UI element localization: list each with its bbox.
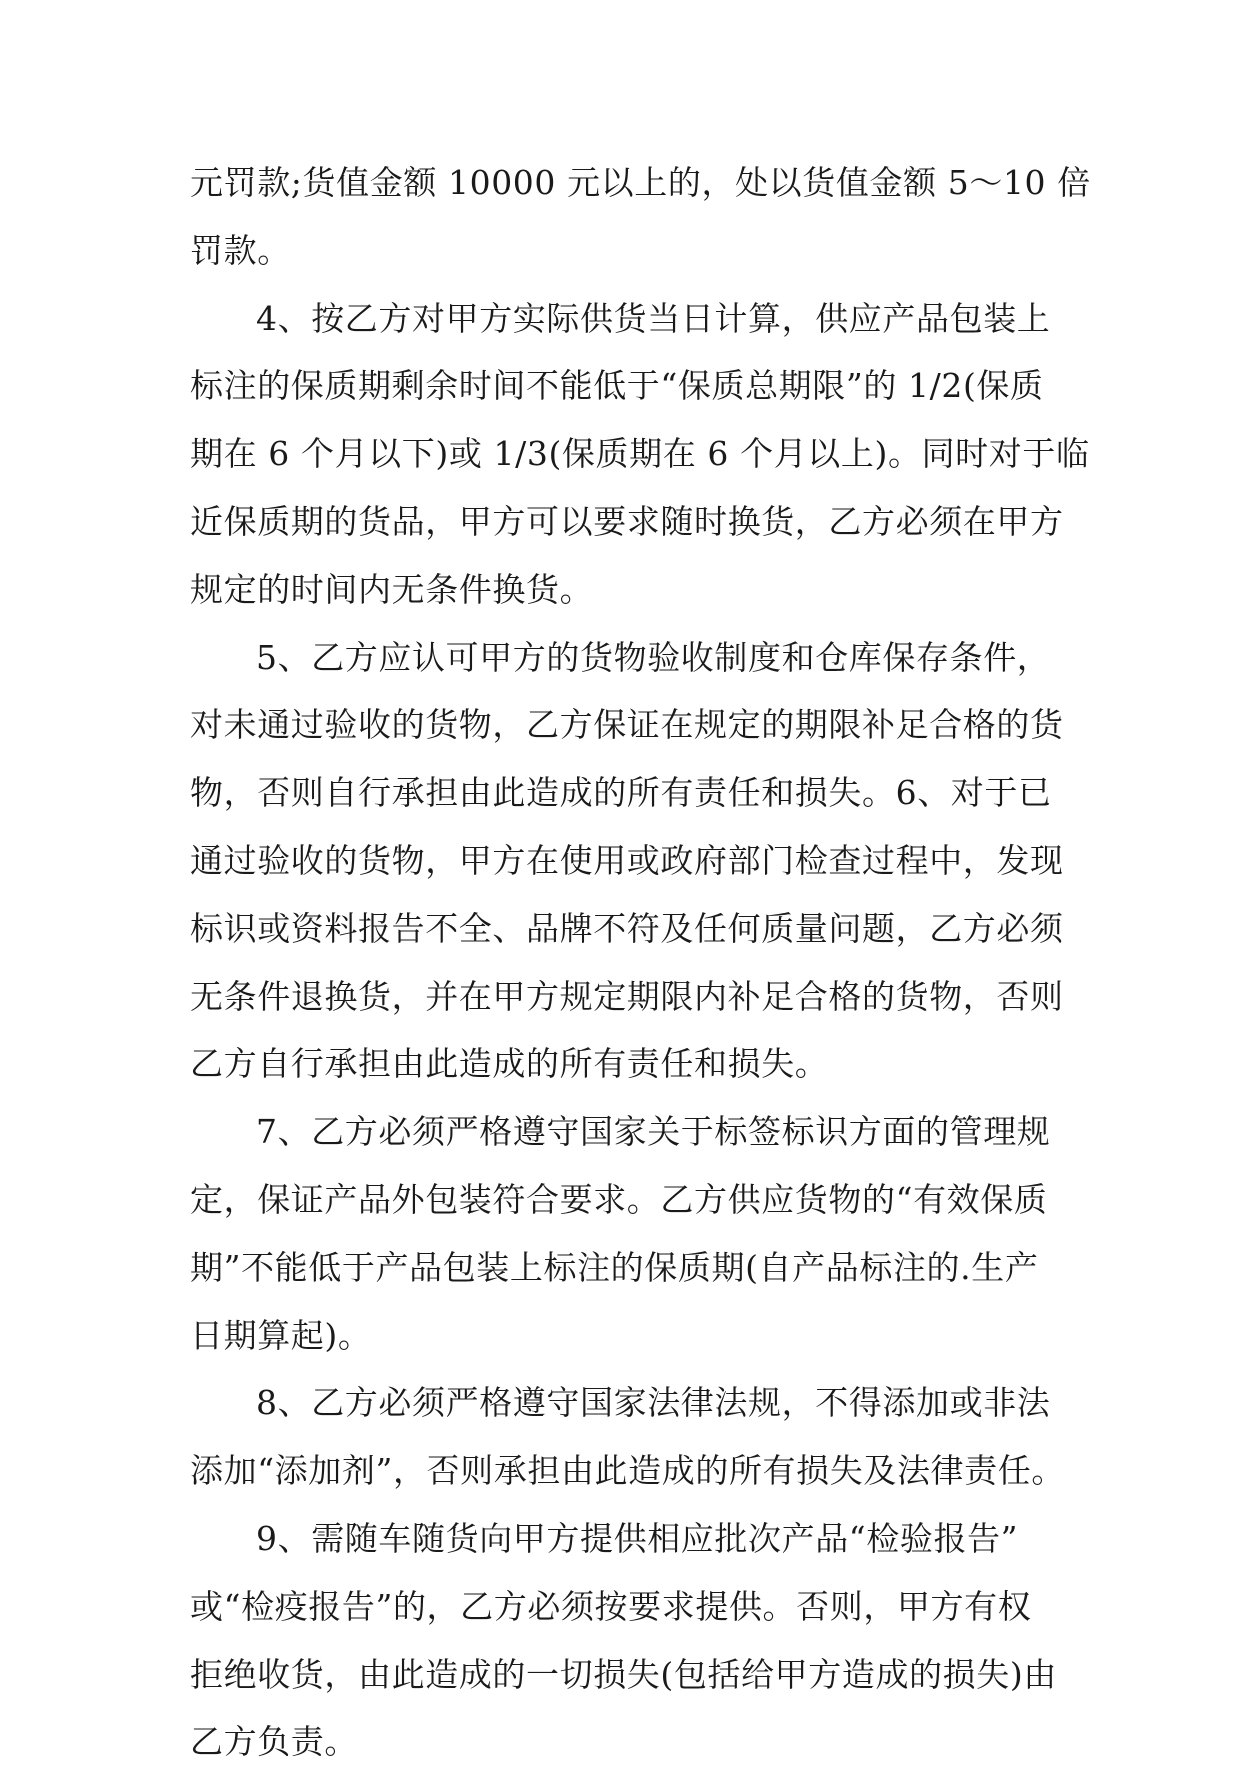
document-body (190, 158, 1091, 1785)
text-line: 标注的保质期剩余时间不能低于“保质总期限”的 1/2(保质 (190, 366, 1044, 406)
text-line: 7、乙方必须严格遵守国家关于标签标识方面的管理规 (256, 1112, 1051, 1152)
text-line: 8、乙方必须严格遵守国家法律法规，不得添加或非法 (256, 1383, 1051, 1423)
text-line: 规定的时间内无条件换货。 (190, 569, 594, 609)
text-line: 或“检疫报告”的，乙方必须按要求提供。否则，甲方有权 (190, 1586, 1032, 1626)
text-line: 标识或资料报告不全、品牌不符及任何质量问题，乙方必须 (190, 908, 1064, 948)
text-line: 添加“添加剂”，否则承担由此造成的所有损失及法律责任。 (190, 1451, 1065, 1491)
text-line: 乙方自行承担由此造成的所有责任和损失。 (190, 1044, 829, 1084)
text-line: 物，否则自行承担由此造成的所有责任和损失。6、对于已 (190, 773, 1052, 813)
text-line: 近保质期的货品，甲方可以要求随时换货，乙方必须在甲方 (190, 501, 1064, 541)
text-line: 期在 6 个月以下)或 1/3(保质期在 6 个月以上)。同时对于临 (190, 434, 1090, 474)
text-line: 无条件退换货，并在甲方规定期限内补足合格的货物，否则 (190, 976, 1064, 1016)
text-line: 通过验收的货物，甲方在使用或政府部门检查过程中，发现 (190, 840, 1064, 880)
text-line: 对未通过验收的货物，乙方保证在规定的期限补足合格的货 (190, 705, 1064, 745)
text-line: 拒绝收货，由此造成的一切损失(包括给甲方造成的损失)由 (190, 1654, 1057, 1694)
text-line: 9、需随车随货向甲方提供相应批次产品“检验报告” (256, 1518, 1019, 1558)
text-line: 期”不能低于产品包装上标注的保质期(自产品标注的.生产 (190, 1247, 1039, 1287)
text-line: 乙方负责。 (190, 1722, 358, 1762)
text-line: 元罚款;货值金额 10000 元以上的，处以货值金额 5～10 倍 (190, 163, 1091, 202)
text-line: 5、乙方应认可甲方的货物验收制度和仓库保存条件， (256, 637, 1051, 677)
text-line: 4、按乙方对甲方实际供货当日计算，供应产品包装上 (256, 298, 1051, 338)
text-line: 罚款。 (190, 230, 291, 270)
text-line: 定，保证产品外包装符合要求。乙方供应货物的“有效保质 (190, 1179, 1048, 1219)
text-line: 日期算起)。 (190, 1315, 372, 1355)
